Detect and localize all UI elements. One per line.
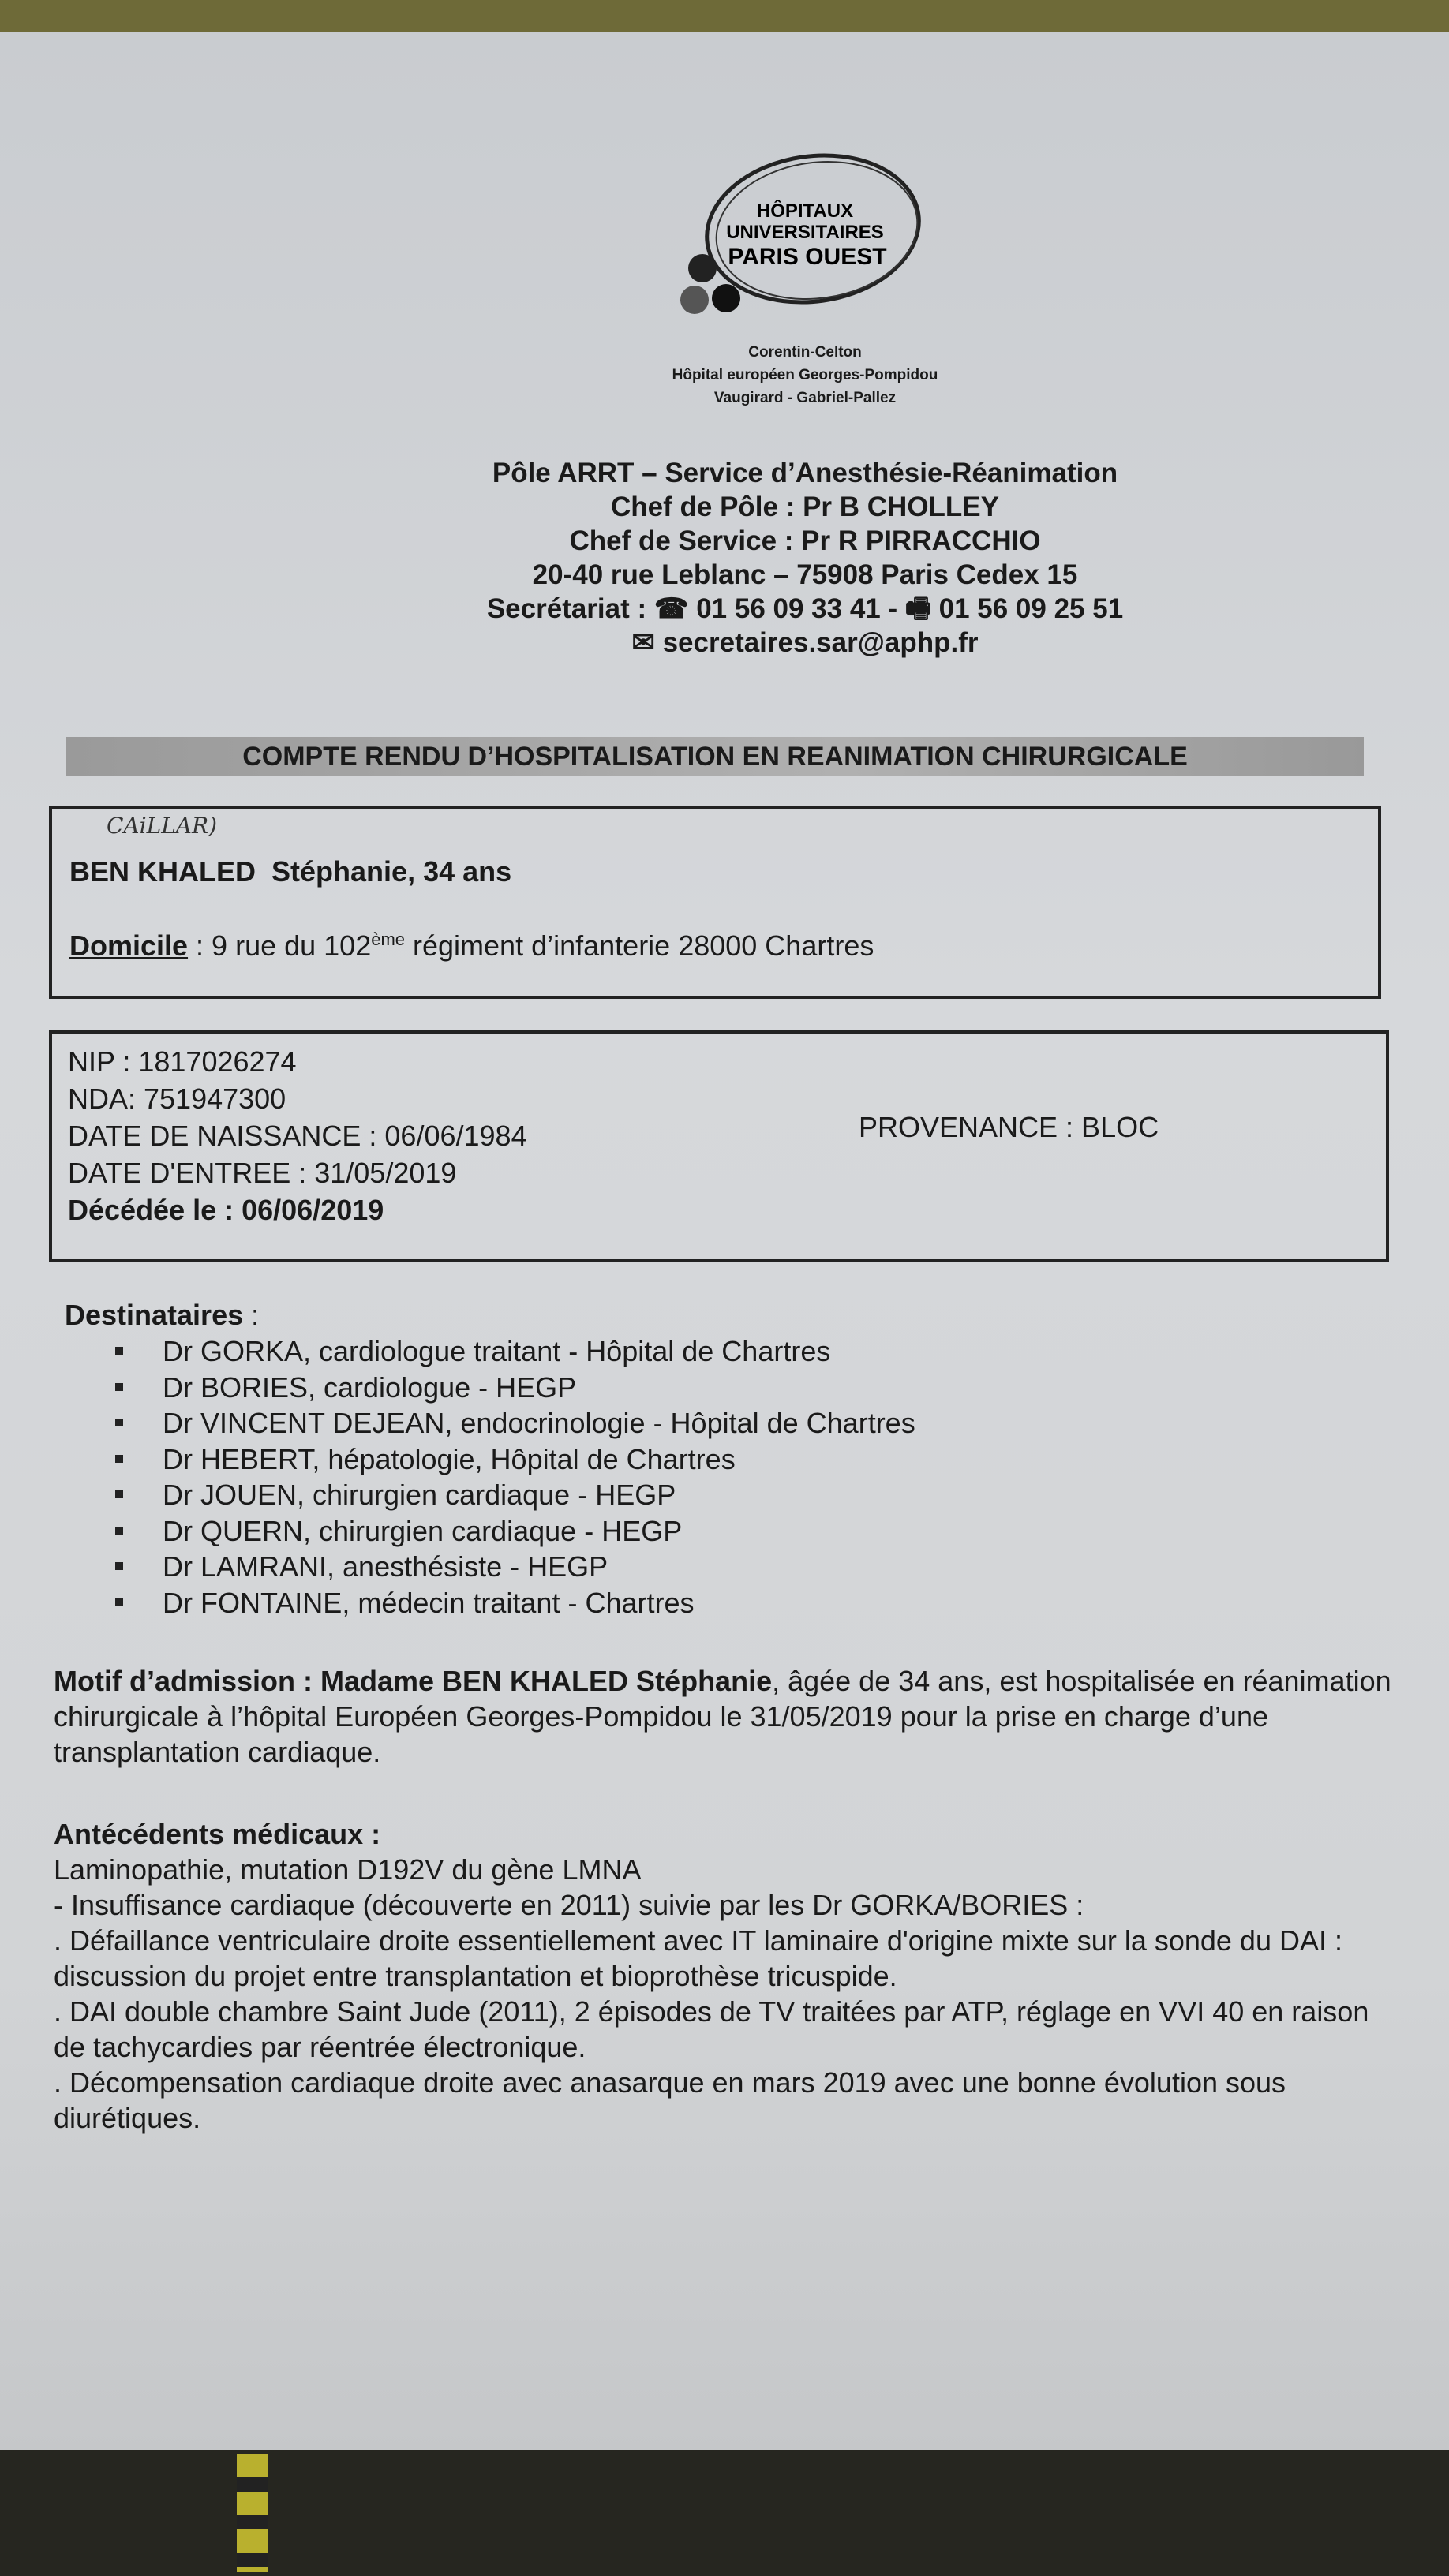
patient-box	[49, 806, 1381, 999]
list-item: Dr JOUEN, chirurgien cardiaque - HEGP	[115, 1477, 915, 1513]
antecedent-line: . Décompensation cardiaque droite avec anasarque en mars 2019 avec une bonne évolution sous diurétiques.	[54, 2066, 1286, 2134]
destinataires-label: Destinataires	[65, 1299, 244, 1331]
patient-surname: BEN KHALED	[69, 855, 256, 888]
antecedent-line: . DAI double chambre Saint Jude (2011), 2 épisodes de TV traitées par ATP, réglage en VVI 40 en raison de tachycardies par réentrée électronique.	[54, 1995, 1369, 2063]
address: 20-40 rue Leblanc – 75908 Paris Cedex 15	[532, 559, 1078, 590]
tape-decoration	[237, 2454, 268, 2572]
antecedents	[54, 1816, 1395, 2136]
site: Vaugirard - Gabriel-Pallez	[713, 390, 897, 406]
antecedent-line: Laminopathie, mutation D192V du gène LMNA	[54, 1853, 642, 1886]
document-title: COMPTE RENDU D’HOSPITALISATION EN REANIMATION CHIRURGICALE	[66, 737, 1364, 776]
list-item: Dr HEBERT, hépatologie, Hôpital de Chartres	[115, 1441, 915, 1478]
chef-pole: Chef de Pôle : Pr B CHOLLEY	[611, 492, 999, 522]
motif-label: Motif d’admission : Madame BEN KHALED Stéphanie	[54, 1665, 773, 1697]
service-header	[316, 456, 1294, 660]
logo-line-3: PARIS OUEST	[728, 244, 887, 270]
list-item: Dr GORKA, cardiologue traitant - Hôpital de Chartres	[115, 1333, 915, 1370]
list-item: Dr BORIES, cardiologue - HEGP	[115, 1370, 915, 1406]
nip: NIP : 1817026274	[68, 1045, 297, 1078]
site: Hôpital européen Georges-Pompidou	[672, 367, 938, 383]
domicile-text-2: régiment d’infanterie 28000 Chartres	[405, 929, 874, 962]
domicile-sup: ème	[371, 929, 406, 949]
domicile-label: Domicile	[69, 929, 189, 962]
site: Corentin-Celton	[748, 344, 862, 361]
nda: NDA: 751947300	[68, 1082, 286, 1115]
email: ✉ secretaires.sar@aphp.fr	[631, 627, 979, 658]
patient-name	[69, 854, 511, 890]
domicile-text: : 9 rue du 102	[188, 929, 372, 962]
patient-firstname: Stéphanie, 34 ans	[271, 855, 512, 888]
list-item: Dr VINCENT DEJEAN, endocrinologie - Hôpital de Chartres	[115, 1405, 915, 1441]
list-item: Dr FONTAINE, médecin traitant - Chartres	[115, 1585, 915, 1621]
motif-admission	[54, 1663, 1395, 1770]
destinataires-heading: Destinataires :	[65, 1299, 260, 1331]
motif-text: , âgée de 34 ans, est hospitalisée en réanimation chirurgicale à l’hôpital Européen Georges-Pompidou le 31/05/2019 pour la prise en charge d’une transplantation cardiaque.	[54, 1665, 1391, 1768]
logo-line-2: UNIVERSITAIRES	[726, 222, 884, 243]
pole-line: Pôle ARRT – Service d’Anesthésie-Réanimation	[492, 458, 1118, 488]
antecedent-line: - Insuffisance cardiaque (découverte en 2011) suivie par les Dr GORKA/BORIES :	[54, 1889, 1084, 1921]
hospital-sites	[616, 341, 994, 409]
chef-service: Chef de Service : Pr R PIRRACCHIO	[569, 525, 1041, 556]
list-item: Dr LAMRANI, anesthésiste - HEGP	[115, 1549, 915, 1585]
background-surface-bottom	[0, 2450, 1449, 2576]
patient-domicile	[69, 922, 874, 964]
logo-line-1: HÔPITAUX	[756, 200, 854, 222]
list-item: Dr QUERN, chirurgien cardiaque - HEGP	[115, 1513, 915, 1550]
antecedent-line: . Défaillance ventriculaire droite essentiellement avec IT laminaire d'origine mixte sur la sonde du DAI : discussion du projet entre transplantation et bioprothèse tricuspide.	[54, 1924, 1342, 1992]
date-naissance: DATE DE NAISSANCE : 06/06/1984	[68, 1120, 527, 1152]
provenance: PROVENANCE : BLOC	[859, 1111, 1159, 1143]
date-deces: Décédée le : 06/06/2019	[68, 1194, 384, 1226]
destinataires-list	[115, 1333, 915, 1621]
handwritten-note: CAiLLAR)	[107, 813, 218, 839]
antecedents-label: Antécédents médicaux :	[54, 1818, 381, 1850]
secretariat-phones: Secrétariat : ☎ 01 56 09 33 41 - 🖷 01 56 09 25 51	[486, 593, 1124, 624]
hospital-logo	[679, 150, 931, 339]
identifiers	[68, 1043, 527, 1228]
date-entree: DATE D'ENTREE : 31/05/2019	[68, 1157, 457, 1189]
